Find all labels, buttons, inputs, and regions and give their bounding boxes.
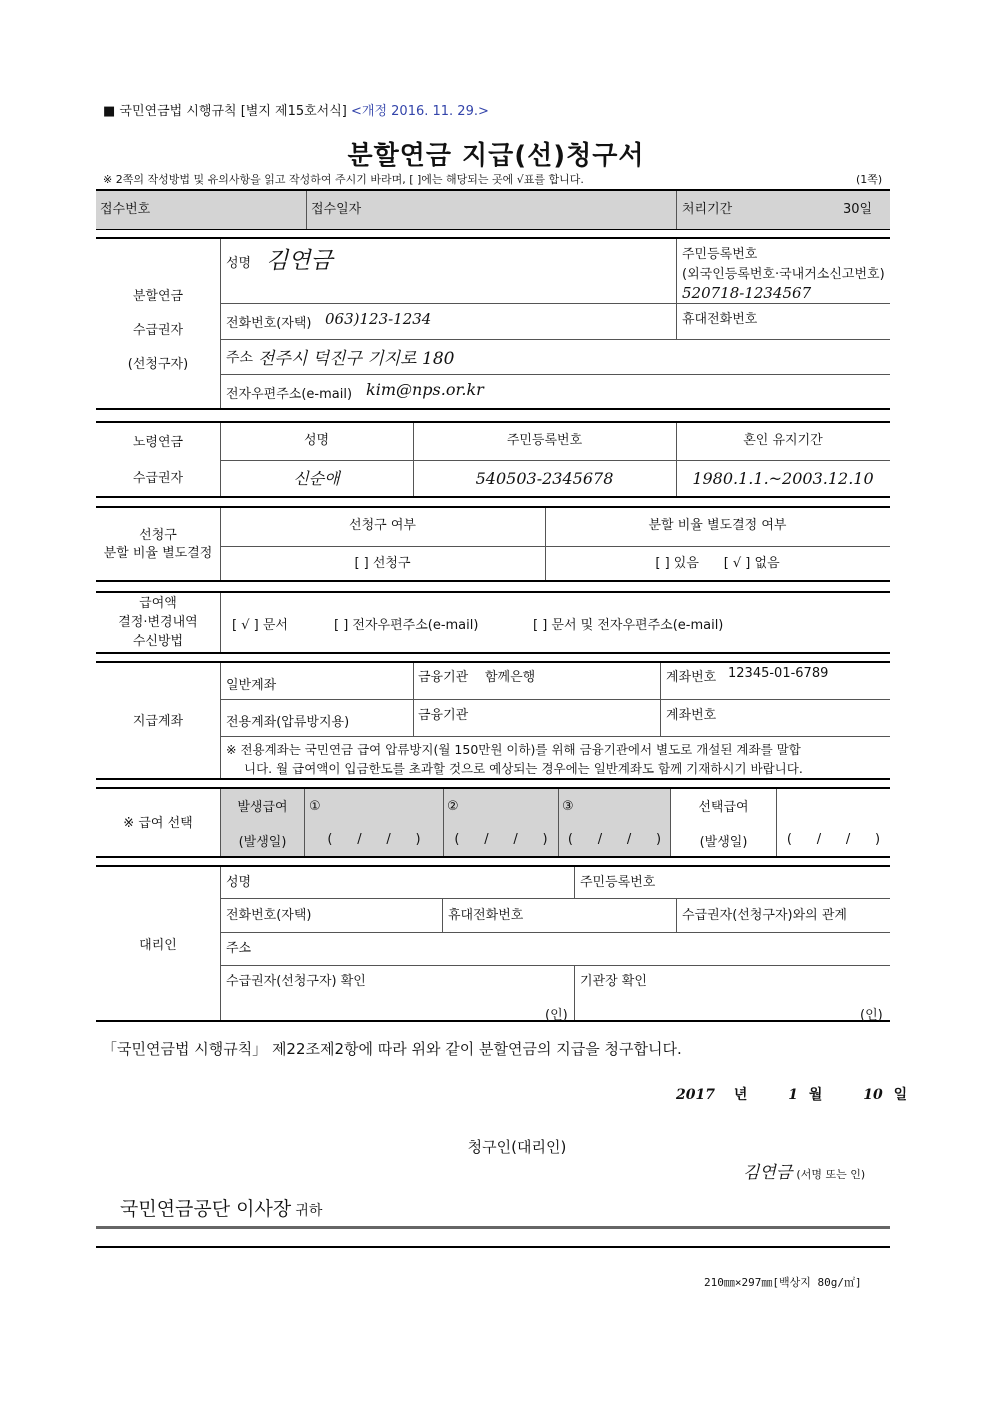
- occur-benefit-label: 발생급여: [237, 800, 288, 815]
- account-note: ※ 전용계좌는 국민연금 급여 압류방지(월 150만원 이하)를 위해 금융기관에서 별도로 개설된 계좌를 말합 니다. 월 급여액이 입금한도를 초과할 것으로 예상되는 경우에는 일반계좌도 함께 기재하시기 바랍니다.: [226, 742, 803, 776]
- head-seal: (인): [860, 1008, 883, 1023]
- receipt-date-label: 접수일자: [311, 202, 362, 217]
- agent-section-label: 대리인: [139, 938, 177, 953]
- selected-date-label: (발생일): [699, 835, 748, 850]
- old-age-name-header: 성명: [303, 433, 330, 448]
- special-account-number-label: 계좌번호: [666, 708, 717, 723]
- old-age-section-label: 노령연금 수급권자: [132, 435, 184, 486]
- prior-claim-header: 선청구 여부: [349, 518, 416, 533]
- address-label: 주소: [226, 350, 254, 366]
- receipt-number-label: 접수번호: [100, 202, 151, 217]
- special-account-label: 전용계좌(압류방지용): [226, 715, 350, 730]
- marriage-period-field[interactable]: 1980.1.1.~2003.12.10: [692, 469, 874, 488]
- page-number: (1쪽): [856, 173, 883, 186]
- claim-month[interactable]: 1: [788, 1087, 798, 1103]
- addressee-name: 국민연금공단 이사장: [120, 1198, 292, 1220]
- benefit-1-number: ①: [309, 799, 321, 814]
- agent-relation-label: 수급권자(선청구자)와의 관계: [682, 908, 847, 923]
- rrn-field[interactable]: 520718-1234567: [682, 284, 812, 302]
- claim-year[interactable]: 2017: [676, 1087, 715, 1103]
- ratio-yes-checkbox[interactable]: [ ] 있음: [655, 556, 699, 571]
- benefit-2-number: ②: [447, 799, 459, 814]
- phone-label: 전화번호(자택): [226, 316, 312, 331]
- beneficiary-confirm-label: 수급권자(선청구자) 확인: [226, 974, 366, 989]
- beneficiary-section-label: 분할연금 수급권자 (선청구자): [127, 289, 189, 372]
- account-number-field[interactable]: 12345-01-6789: [728, 666, 829, 681]
- rrn-label: 주민등록번호: [682, 247, 758, 262]
- notify-section-label: 급여액 결정·변경내역 수신방법: [118, 596, 198, 649]
- marriage-period-header: 혼인 유지기간: [743, 433, 823, 448]
- email-label: 전자우편주소(e-mail): [226, 387, 353, 402]
- addressee-suffix: 귀하: [295, 1203, 323, 1219]
- receipt-bar: [96, 189, 890, 230]
- old-age-name-field[interactable]: 신순애: [293, 469, 340, 488]
- email-field[interactable]: kim@nps.or.kr: [366, 380, 484, 399]
- selected-benefit-label: 선택급여: [698, 800, 749, 815]
- bank-label: 금융기관: [418, 670, 469, 685]
- benefit-3-number: ③: [562, 799, 574, 814]
- year-unit: 년: [733, 1087, 748, 1103]
- form-reference: [103, 100, 489, 119]
- benefit-2-date[interactable]: ( / / ): [454, 832, 548, 847]
- claimant-label: 청구인(대리인): [467, 1138, 567, 1156]
- mobile-label: 휴대전화번호: [682, 312, 758, 327]
- benefit-1-date[interactable]: ( / / ): [327, 832, 421, 847]
- agent-rrn-label: 주민등록번호: [580, 875, 656, 890]
- benefit-section-label: ※ 급여 선택: [123, 816, 193, 831]
- address-field[interactable]: 전주시 덕진구 기지로 180: [258, 349, 455, 369]
- old-age-rrn-header: 주민등록번호: [506, 433, 583, 448]
- page-title: 분할연금 지급(선)청구서: [347, 141, 645, 171]
- special-bank-label: 금융기관: [418, 708, 469, 723]
- month-unit: 월: [808, 1087, 823, 1103]
- ratio-options: [545, 547, 890, 581]
- account-number-label: 계좌번호: [666, 670, 717, 685]
- claimant-signature[interactable]: 김연금: [743, 1163, 793, 1183]
- agent-phone-label: 전화번호(자택): [226, 908, 312, 923]
- phone-field[interactable]: 063)123-1234: [325, 310, 432, 328]
- claim-day[interactable]: 10: [863, 1087, 883, 1103]
- benefit-3-date[interactable]: ( / / ): [567, 832, 662, 847]
- prior-claim-checkbox[interactable]: [ ] 선청구: [354, 556, 411, 571]
- agent-mobile-label: 휴대전화번호: [448, 908, 524, 923]
- claim-statement: 「국민연금법 시행규칙」 제22조제2항에 따라 위와 같이 분할연금의 지급을 청구합니다.: [102, 1040, 682, 1058]
- day-unit: 일: [893, 1087, 908, 1103]
- rule-reference: ■ 국민연금법 시행규칙 [별지 제15호서식]: [103, 104, 347, 119]
- notify-email-option[interactable]: [ ] 전자우편주소(e-mail): [334, 618, 479, 633]
- revision-note: <개정 2016. 11. 29.>: [351, 104, 489, 119]
- prior-section-label: 선청구 분할 비율 별도결정: [103, 528, 213, 561]
- name-label: 성명: [226, 256, 252, 271]
- old-age-rrn-field[interactable]: 540503-2345678: [475, 469, 614, 488]
- paper-spec: 210㎜×297㎜[백상지 80g/㎡]: [704, 1276, 862, 1289]
- fill-notice: ※ 2쪽의 작성방법 및 유의사항을 읽고 작성하여 주시기 바라며, [ ]에는 해당되는 곳에 √표를 합니다.: [103, 173, 584, 186]
- ratio-no-checkbox[interactable]: [ √ ] 없음: [723, 556, 780, 571]
- agent-address-label: 주소: [226, 941, 252, 956]
- agent-name-label: 성명: [226, 875, 252, 890]
- signature-note: (서명 또는 인): [796, 1168, 866, 1181]
- processing-period-value: 30일: [843, 202, 873, 217]
- rrn-sub-label: (외국인등록번호·국내거소신고번호): [682, 267, 885, 282]
- claim-date: [676, 1084, 907, 1104]
- head-confirm-label: 기관장 확인: [580, 974, 647, 989]
- ratio-decision-header: 분할 비율 별도결정 여부: [648, 518, 787, 533]
- account-section-label: 지급계좌: [132, 714, 184, 729]
- selected-benefit-date[interactable]: ( / / ): [786, 832, 881, 847]
- addressee: [120, 1194, 322, 1221]
- general-account-label: 일반계좌: [226, 678, 277, 693]
- occur-date-label: (발생일): [238, 835, 287, 850]
- bank-field[interactable]: 함께은행: [485, 670, 536, 685]
- processing-period-label: 처리기간: [682, 202, 733, 217]
- name-field[interactable]: 김연금: [266, 248, 333, 274]
- signature-area: [743, 1158, 865, 1183]
- notify-both-option[interactable]: [ ] 문서 및 전자우편주소(e-mail): [533, 618, 724, 633]
- beneficiary-seal: (인): [545, 1008, 568, 1023]
- notify-document-option[interactable]: [ √ ] 문서: [232, 618, 288, 633]
